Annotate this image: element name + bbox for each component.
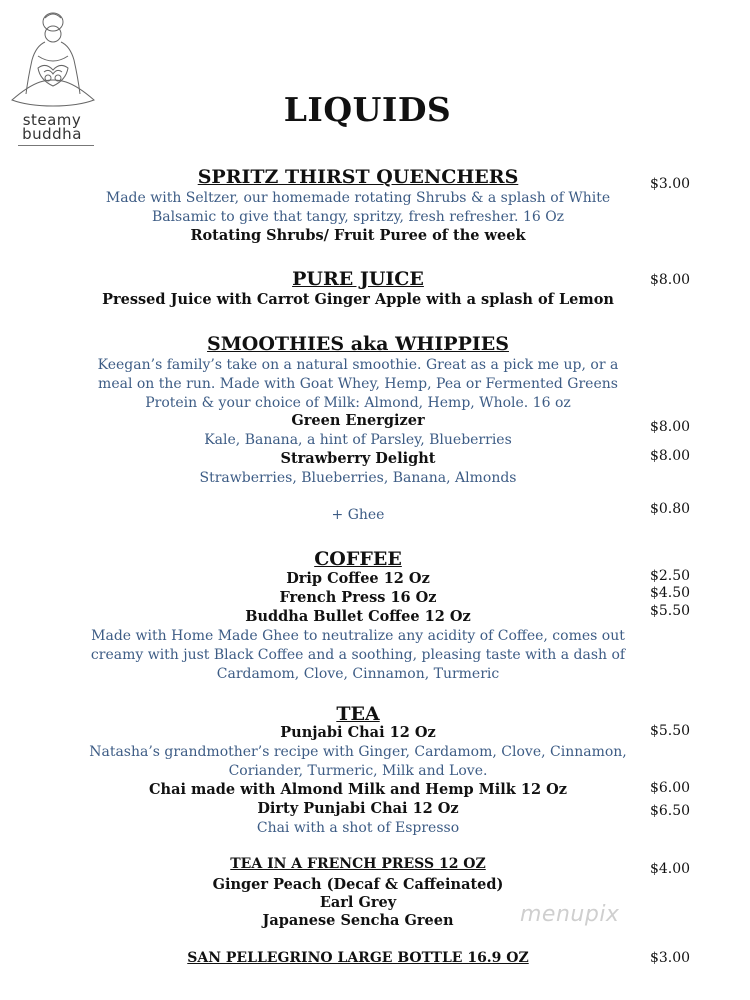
tea-option-earl-grey: Earl Grey <box>319 894 397 911</box>
spritz-price: $3.00 <box>649 176 691 192</box>
chai-almond-hemp-price: $6.00 <box>649 780 691 796</box>
spritz-desc-2: Balsamic to give that tangy, spritzy, fresh refresher. 16 Oz <box>151 209 565 225</box>
spritz-desc-1: Made with Seltzer, our homemade rotating Shrubs & a splash of White <box>105 190 611 206</box>
brand-line2: buddha <box>22 125 82 143</box>
menupix-watermark: menupix <box>520 902 620 927</box>
buddha-bullet-price: $5.50 <box>649 603 691 619</box>
french-press-name: French Press 16 Oz <box>279 589 437 606</box>
punjabi-chai-name: Punjabi Chai 12 Oz <box>280 724 436 741</box>
french-press-tea-heading: TEA IN A FRENCH PRESS 12 OZ <box>230 856 486 872</box>
green-energizer-price: $8.00 <box>649 419 691 435</box>
strawberry-delight-price: $8.00 <box>649 448 691 464</box>
juice-price: $8.00 <box>649 272 691 288</box>
tea-heading: TEA <box>336 703 380 725</box>
smoothies-heading: SMOOTHIES aka WHIPPIES <box>207 333 509 355</box>
smoothies-desc-2: meal on the run. Made with Goat Whey, Hemp, Pea or Fermented Greens <box>98 376 618 392</box>
juice-heading: PURE JUICE <box>292 268 424 290</box>
ghee-addon-price: $0.80 <box>649 501 691 517</box>
pellegrino-heading: SAN PELLEGRINO LARGE BOTTLE 16.9 OZ <box>187 950 529 966</box>
coffee-desc-1: Made with Home Made Ghee to neutralize any acidity of Coffee, comes out <box>91 628 625 644</box>
drip-coffee-price: $2.50 <box>649 568 691 584</box>
tea-option-ginger-peach: Ginger Peach (Decaf & Caffeinated) <box>212 876 504 893</box>
punjabi-chai-desc-1: Natasha’s grandmother’s recipe with Ginger, Cardamom, Clove, Cinnamon, <box>89 744 627 760</box>
green-energizer-name: Green Energizer <box>291 412 425 429</box>
buddha-bullet-name: Buddha Bullet Coffee 12 Oz <box>245 608 471 625</box>
dirty-punjabi-chai-price: $6.50 <box>649 803 691 819</box>
coffee-heading: COFFEE <box>314 548 402 570</box>
smoothies-desc-3: Protein & your choice of Milk: Almond, Hemp, Whole. 16 oz <box>145 395 571 411</box>
dirty-punjabi-chai-desc: Chai with a shot of Espresso <box>256 820 460 836</box>
strawberry-delight-name: Strawberry Delight <box>280 450 436 467</box>
pellegrino-price: $3.00 <box>649 950 691 966</box>
chai-almond-hemp-name: Chai made with Almond Milk and Hemp Milk 12 Oz <box>149 781 567 798</box>
page-title: LIQUIDS <box>283 90 452 129</box>
juice-note: Pressed Juice with Carrot Ginger Apple with a splash of Lemon <box>102 291 614 308</box>
brand-line1: steamy <box>22 111 82 129</box>
spritz-note: Rotating Shrubs/ Fruit Puree of the week <box>190 227 526 244</box>
brand-divider <box>18 145 94 146</box>
dirty-punjabi-chai-name: Dirty Punjabi Chai 12 Oz <box>257 800 459 817</box>
coffee-desc-2: creamy with just Black Coffee and a soothing, pleasing taste with a dash of <box>90 647 626 663</box>
punjabi-chai-desc-2: Coriander, Turmeric, Milk and Love. <box>228 763 488 779</box>
coffee-desc-3: Cardamom, Clove, Cinnamon, Turmeric <box>216 666 500 682</box>
strawberry-delight-desc: Strawberries, Blueberries, Banana, Almonds <box>199 470 517 486</box>
smoothies-desc-1: Keegan’s family’s take on a natural smoothie. Great as a pick me up, or a <box>97 357 619 373</box>
green-energizer-desc: Kale, Banana, a hint of Parsley, Blueberries <box>204 432 512 448</box>
punjabi-chai-price: $5.50 <box>649 723 691 739</box>
french-press-price: $4.50 <box>649 585 691 601</box>
ghee-addon: + Ghee <box>331 507 385 523</box>
tea-option-sencha: Japanese Sencha Green <box>262 912 454 929</box>
spritz-heading: SPRITZ THIRST QUENCHERS <box>197 166 519 188</box>
drip-coffee-name: Drip Coffee 12 Oz <box>286 570 430 587</box>
french-press-tea-price: $4.00 <box>649 861 691 877</box>
